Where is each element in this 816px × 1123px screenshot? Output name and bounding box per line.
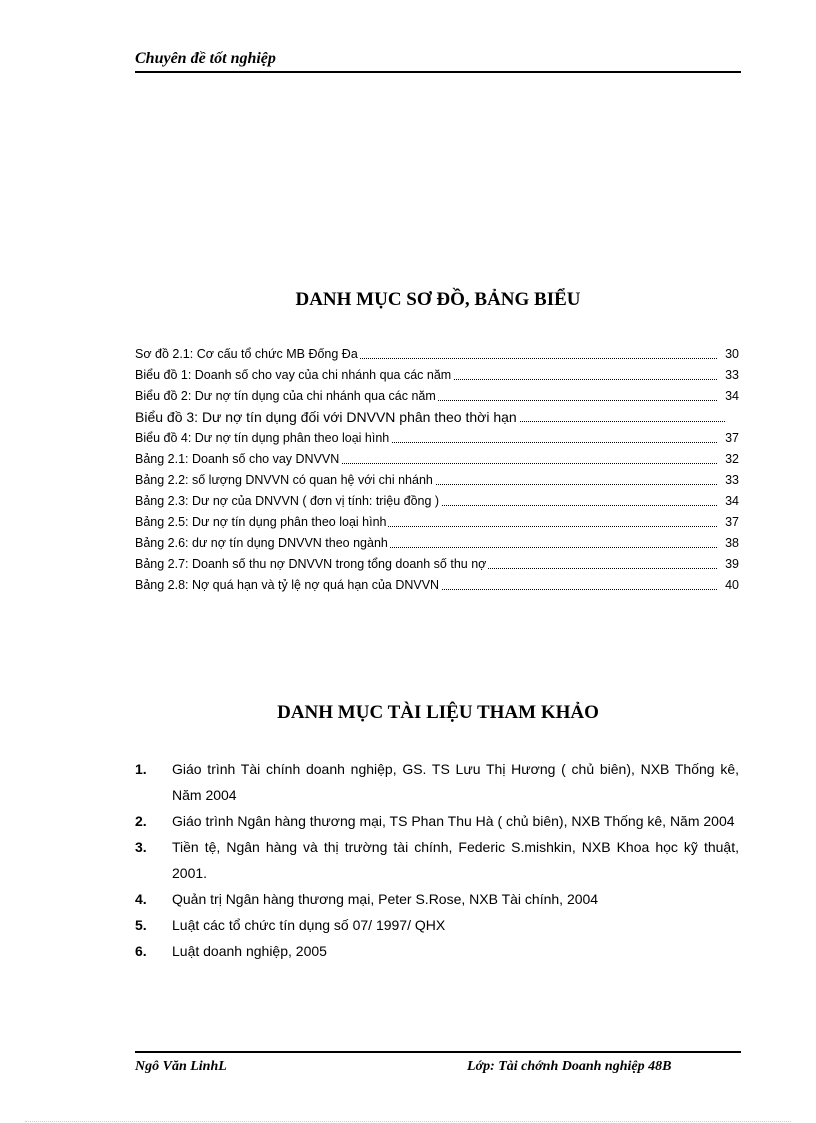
toc-entry[interactable] (135, 386, 739, 407)
reference-item (135, 756, 739, 808)
document-title: Chuyên đề tốt nghiệp (135, 50, 276, 67)
reference-number: 3. (135, 839, 147, 855)
page-footer (135, 1051, 741, 1075)
figures-list-heading: DANH MỤC SƠ ĐỒ, BẢNG BIỂU (295, 289, 581, 310)
toc-entry-page: 34 (723, 386, 739, 407)
footer-author: Ngô Văn LinhL (135, 1059, 227, 1074)
reference-text: Giáo trình Tài chính doanh nghiệp, GS. TS Lưu Thị Hương ( chủ biên), NXB Thống kê, Năm 2004 (172, 761, 739, 803)
reference-number: 1. (135, 761, 147, 777)
toc-entry-page: 30 (723, 344, 739, 365)
toc-entry-label: Biểu đồ 3: Dư nợ tín dụng đối với DNVVN phân theo thời hạn (135, 409, 517, 425)
toc-entry-page: 32 (723, 449, 739, 470)
toc-entry-label: Biểu đồ 4: Dư nợ tín dụng phân theo loại hình (135, 431, 390, 445)
toc-entry-label: Bảng 2.6: dư nợ tín dụng DNVVN theo ngành (135, 536, 388, 550)
page-boundary (25, 1121, 791, 1122)
toc-entry-label: Bảng 2.8: Nợ quá hạn và tỷ lệ nợ quá hạn của DNVVN (135, 578, 440, 592)
toc-entry[interactable] (135, 491, 739, 512)
toc-entry-page: 37 (723, 428, 739, 449)
toc-entry[interactable] (135, 365, 739, 386)
toc-entry[interactable] (135, 575, 739, 596)
footer-class: Lớp: Tài chớnh Doanh nghiệp 48B (467, 1059, 672, 1074)
toc-entry-label: Bảng 2.1: Doanh số cho vay DNVVN (135, 452, 340, 466)
toc-entry-page: 37 (723, 512, 739, 533)
reference-text: Quản trị Ngân hàng thương mại, Peter S.Rose, NXB Tài chính, 2004 (172, 891, 599, 907)
toc-entry[interactable] (135, 407, 739, 428)
toc-entry-page: 34 (723, 491, 739, 512)
toc-entry[interactable] (135, 470, 739, 491)
reference-item (135, 912, 739, 938)
reference-item (135, 886, 739, 912)
figures-list (135, 344, 739, 596)
toc-entry-label: Sơ đồ 2.1: Cơ cấu tổ chức MB Đống Đa (135, 347, 358, 361)
toc-entry-page: 33 (723, 365, 739, 386)
toc-entry[interactable] (135, 344, 739, 365)
toc-entry[interactable] (135, 554, 739, 575)
toc-entry[interactable] (135, 449, 739, 470)
toc-entry-label: Biểu đồ 2: Dư nợ tín dụng của chi nhánh qua các năm (135, 389, 436, 403)
reference-number: 5. (135, 917, 147, 933)
toc-entry-page: 38 (723, 533, 739, 554)
reference-number: 6. (135, 943, 147, 959)
toc-entry-label: Bảng 2.3: Dư nợ của DNVVN ( đơn vị tính: triệu đồng ) (135, 494, 440, 508)
reference-text: Luật doanh nghiệp, 2005 (172, 943, 327, 959)
toc-entry-label: Bảng 2.5: Dư nợ tín dụng phân theo loại hình (135, 515, 387, 529)
reference-text: Luật các tổ chức tín dụng số 07/ 1997/ QHX (172, 917, 446, 933)
reference-number: 4. (135, 891, 147, 907)
references-heading: DANH MỤC TÀI LIỆU THAM KHẢO (277, 702, 599, 723)
toc-entry-page: 40 (723, 575, 739, 596)
toc-entry-page: 39 (723, 554, 739, 575)
toc-entry-page: 33 (723, 470, 739, 491)
toc-entry-label: Bảng 2.2: số lượng DNVVN có quan hệ với chi nhánh (135, 473, 433, 487)
reference-item (135, 834, 739, 886)
reference-number: 2. (135, 813, 147, 829)
reference-text: Tiền tệ, Ngân hàng và thị trường tài chính, Federic S.mishkin, NXB Khoa học kỹ thuật, 2001. (172, 839, 739, 881)
reference-item (135, 808, 739, 834)
references-list (135, 756, 739, 964)
toc-entry-label: Biểu đồ 1: Doanh số cho vay của chi nhánh qua các năm (135, 368, 452, 382)
toc-entry[interactable] (135, 428, 739, 449)
toc-entry[interactable] (135, 512, 739, 533)
toc-entry[interactable] (135, 533, 739, 554)
page-header (135, 49, 741, 73)
toc-entry-label: Bảng 2.7: Doanh số thu nợ DNVVN trong tổng doanh số thu nợ (135, 557, 487, 571)
reference-text: Giáo trình Ngân hàng thương mại, TS Phan Thu Hà ( chủ biên), NXB Thống kê, Năm 2004 (172, 813, 735, 829)
reference-item (135, 938, 739, 964)
